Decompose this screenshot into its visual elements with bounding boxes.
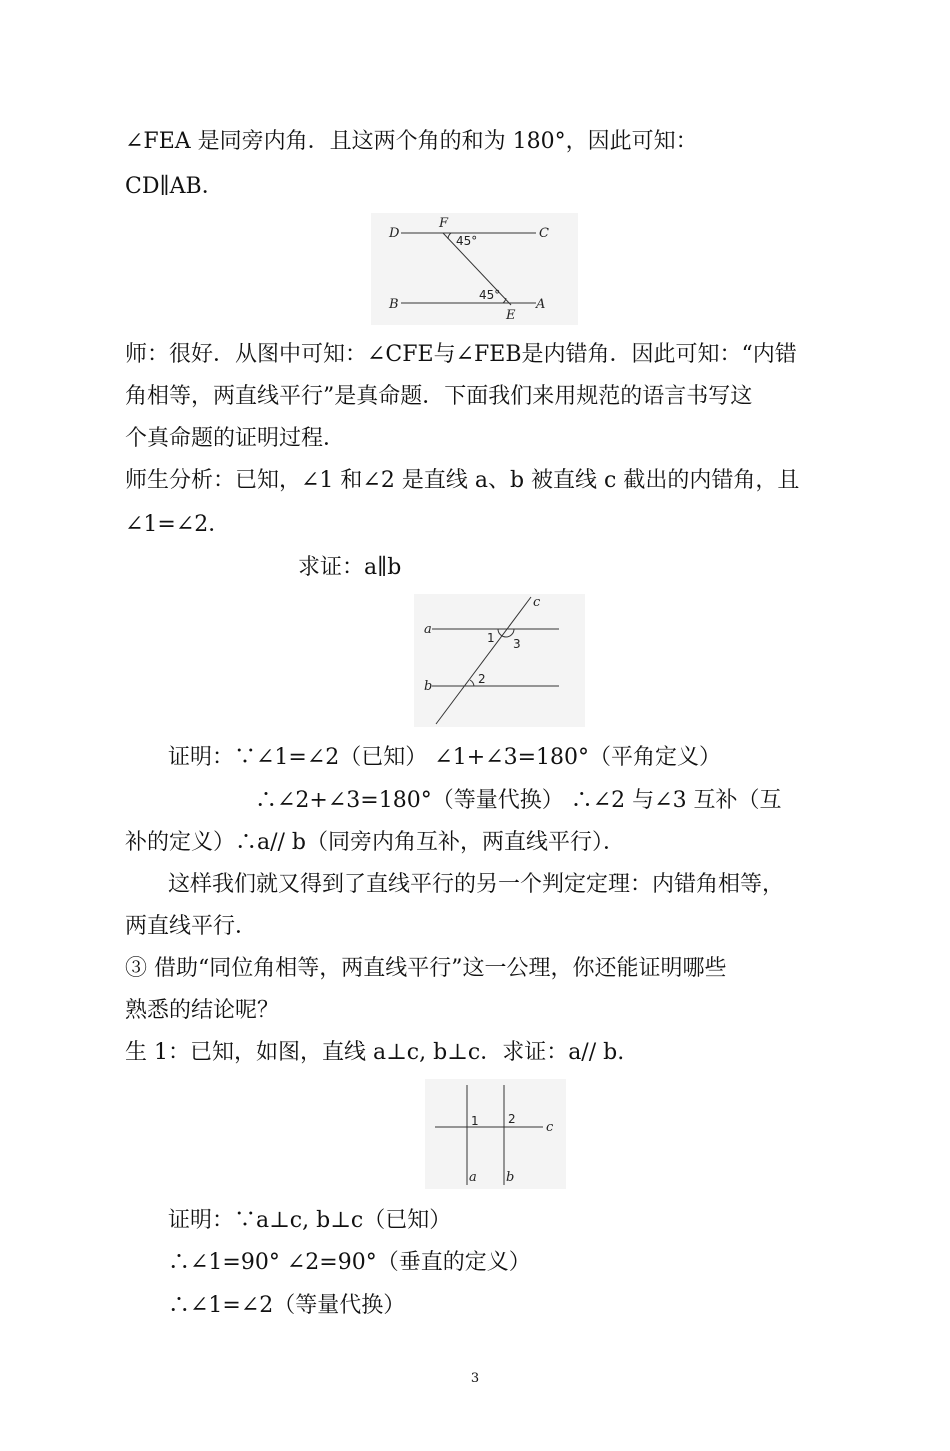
label-d: D (389, 226, 400, 241)
text-line-17: 证明：∵a⊥c, b⊥c（已知） (168, 1208, 452, 1233)
label-a: A (536, 297, 546, 312)
text-line-1: ∠FEA 是同旁内角．且这两个角的和为 180°，因此可知： (125, 129, 698, 154)
text-line-15: 熟悉的结论呢？ (125, 998, 280, 1023)
text-line-8: 求证：a∥b (298, 555, 402, 580)
text-line-12: 这样我们就又得到了直线平行的另一个判定定理：内错角相等， (168, 872, 785, 897)
text-line-7: ∠1=∠2． (125, 512, 231, 537)
text-line-3: 师：很好．从图中可知：∠CFE与∠FEB是内错角．因此可知：“内错 (125, 342, 797, 367)
text-line-19: ∴∠1=∠2（等量代换） (168, 1293, 406, 1318)
label-line-c: c (533, 595, 541, 610)
angle-2-label: 2 (478, 672, 486, 686)
figure-parallel-fe (371, 213, 578, 325)
angle-1-label: 1 (471, 1114, 479, 1128)
text-line-16: 生 1：已知，如图，直线 a⊥c, b⊥c．求证：a// b. (125, 1040, 625, 1065)
figure-perpendicular (425, 1079, 566, 1189)
text-line-10: ∴∠2+∠3=180°（等量代换） ∴∠2 与∠3 互补（互 (255, 788, 782, 813)
label-line-c: c (546, 1120, 554, 1135)
angle-label-bottom: 45° (479, 288, 501, 302)
label-line-a: a (424, 622, 432, 637)
text-line-2: CD∥AB． (125, 174, 224, 199)
text-line-5: 个真命题的证明过程． (125, 426, 346, 451)
label-f: F (439, 216, 449, 231)
text-line-18: ∴∠1=90° ∠2=90°（垂直的定义） (168, 1250, 531, 1275)
angle-1-label: 1 (487, 631, 495, 645)
label-b: B (389, 297, 399, 312)
angle-2-label: 2 (508, 1112, 516, 1126)
text-line-11: 补的定义）∴a// b（同旁内角互补，两直线平行）． (125, 830, 626, 855)
text-line-6: 师生分析：已知，∠1 和∠2 是直线 a、b 被直线 c 截出的内错角，且 (125, 468, 800, 493)
figure-alternate-angles (414, 594, 585, 727)
angle-label-top: 45° (456, 234, 478, 248)
label-line-a: a (469, 1170, 477, 1185)
label-e: E (506, 308, 516, 323)
label-line-b: b (506, 1170, 515, 1185)
text-line-4: 角相等，两直线平行”是真命题．下面我们来用规范的语言书写这 (125, 384, 753, 409)
text-line-13: 两直线平行． (125, 914, 258, 939)
label-line-b: b (424, 679, 433, 694)
text-line-14: ③ 借助“同位角相等，两直线平行”这一公理，你还能证明哪些 (125, 956, 727, 981)
page-number: 3 (470, 1371, 480, 1386)
angle-3-label: 3 (513, 637, 521, 651)
label-c: C (539, 226, 549, 241)
text-line-9: 证明：∵∠1=∠2（已知） ∠1+∠3=180°（平角定义） (168, 745, 722, 770)
